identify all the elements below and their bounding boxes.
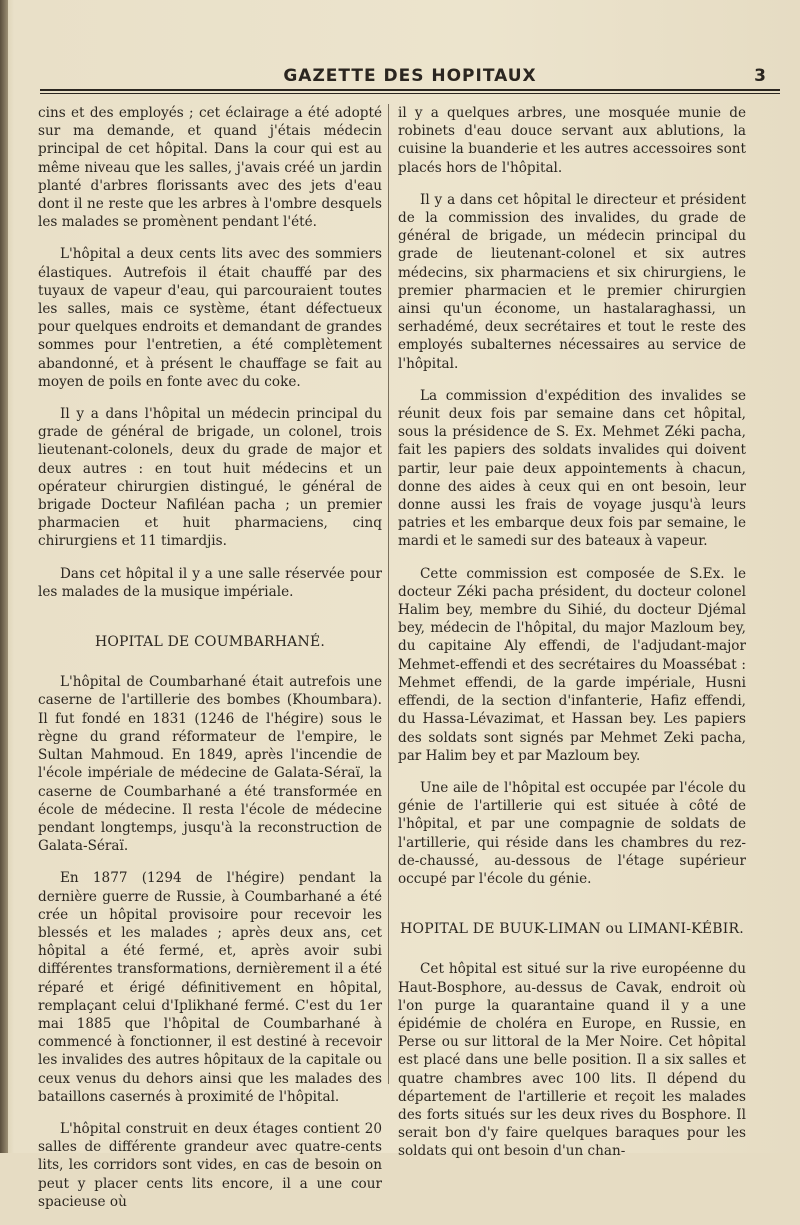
paragraph: Cet hôpital est situé sur la rive européenne du Haut-Bosphore, au-dessus de Cavak, endroit où l'on purge la quarantaine quand il y a une épidémie de choléra en Europe, en Russie, en Perse ou sur littoral de la Mer Noire. Cet hôpital est placé dans une belle position. Il a six salles et quatre chambres avec 100 lits. Il dépend du département de l'artillerie et reçoit les malades des forts situés sur les deux rives du Bosphore. Il serait bon d'y faire quelques baraques pour les soldats qui ont besoin d'un chan- (398, 961, 746, 1160)
paragraph: Dans cet hôpital il y a une salle réservée pour les malades de la musique impériale. (38, 565, 382, 600)
section-heading: HOPITAL DE COUMBARHANÉ. (94, 634, 326, 651)
page-header (40, 64, 780, 94)
paragraph: En 1877 (1294 de l'hégire) pendant la dernière guerre de Russie, à Coumbarhané a été crée un hôpital provisoire pour recevoir les blessés et les malades ; après deux ans, cet hôpital a été fermé, et, après avoir subi différentes transformations, dernièrement il a été réparé et érigé définitivement en hôpital, remplaçant celui d'Iplikhané fermé. C'est du 1er mai 1885 que l'hôpital de Coumbarhané à commencé à fonctionner, il est destiné à recevoir les invalides des autres hôpitaux de la capitale ou ceux venus du dehors ainsi que les malades des bataillons casernés à proximité de l'hôpital. (38, 870, 382, 1105)
paragraph: il y a quelques arbres, une mosquée munie de robinets d'eau douce servant aux ablutions, la cuisine la buanderie et les autres accessoires sont placés hors de l'hôpital. (398, 105, 746, 176)
paragraph: cins et des employés ; cet éclairage a été adopté sur ma demande, et quand j'étais médecin principal de cet hôpital. Dans la cour qui est au même niveau que les salles, j'avais créé un jardin planté d'arbres florissants avec des jets d'eau dont il ne reste que les arbres à l'ombre desquels les malades se promènent pendant l'été. (38, 105, 382, 231)
page-number: 3 (754, 66, 766, 86)
paragraph: Il y a dans l'hôpital un médecin principal du grade de général de brigade, un colonel, trois lieutenant-colonels, deux du grade de major et deux autres : en tout huit médecins et un opérateur chirurgien distingué, le général de brigade Docteur Nafiléan pacha ; un premier pharmacien et huit pharmaciens, cinq chirurgiens et 11 timardjis. (38, 406, 382, 550)
page-binding-edge (0, 0, 8, 1153)
header-rule-thin (40, 93, 780, 94)
paragraph: Une aile de l'hôpital est occupée par l'école du génie de l'artillerie qui est située à côté de l'hôpital, et par une compagnie de soldats de l'artillerie, qui réside dans les chambres du rez-de-chaussé, au-dessous de l'étage supérieur occupé par l'école du génie. (398, 779, 746, 887)
paragraph: L'hôpital a deux cents lits avec des sommiers élastiques. Autrefois il était chauffé par des tuyaux de vapeur d'eau, qui parcouraient toutes les salles, mais ce système, étant défectueux pour quelques endroits et demandant de grandes sommes pour l'entretien, a été complètement abandonné, et à présent le chauffage se fait au moyen de poils en fonte avec du coke. (38, 246, 382, 390)
running-title: GAZETTE DES HOPITAUX (283, 66, 537, 86)
paragraph: L'hôpital de Coumbarhané était autrefois une caserne de l'artillerie des bombes (Khoumbara). Il fut fondé en 1831 (1246 de l'hégire) sous le règne du grand réformateur de l'empire, le Sultan Mahmoud. En 1849, après l'incendie de l'école impériale de médecine de Galata-Séraï, la caserne de Coumbarhané a été transformée en école de médecine. Il resta l'école de médecine pendant longtemps, jusqu'à la reconstruction de Galata-Séraï. (38, 674, 382, 855)
paragraph: Il y a dans cet hôpital le directeur et président de la commission des invalides, du grade de général de brigade, un médecin principal du grade de lieutenant-colonel et six autres médecins, six pharmaciens et six chirurgiens, le premier pharmacien et le premier chirurgien ainsi qu'un économe, un hastalaraghassi, un serhadémé, deux secrétaires et tout le reste des employés subalternes nécessaires au service de l'hôpital. (398, 191, 746, 372)
paragraph: L'hôpital construit en deux étages contient 20 salles de différente grandeur avec quatre-cents lits, les corridors sont vides, en cas de besoin on peut y placer cents lits encore, il a une cour spacieuse où (38, 1120, 382, 1210)
header-rule-thick (40, 89, 780, 91)
paragraph: La commission d'expédition des invalides se réunit deux fois par semaine dans cet hôpital, sous la présidence de S. Ex. Mehmet Zéki pacha, fait les papiers des soldats invalides qui doivent partir, leur paie deux appointements à chacun, donne des aides à ceux qui en ont besoin, leur donne aussi les frais de voyage jusqu'à leurs patries et les embarque deux fois par semaine, le mardi et le samedi sur des bateaux à vapeur. (398, 387, 746, 550)
section-heading: HOPITAL DE BUUK-LIMAN ou LIMANI-KÉBIR. (400, 921, 744, 938)
left-column (38, 104, 382, 1225)
paragraph: Cette commission est composée de S.Ex. le docteur Zéki pacha président, du docteur colonel Halim bey, membre du Sihié, du docteur Djémal bey, médecin de l'hôpital, du major Mazloum bey, du capitaine Aly effendi, de l'adjudant-major Mehmet-effendi et des secrétaires du Moassébat : Mehmet effendi, de la garde impériale, Husni effendi, de la section d'infanterie, Hafiz effendi, du Hassa-Lévazimat, et Hassan bey. Les papiers des soldats sont signés par Mehmet Zeki pacha, par Halim bey et par Mazloum bey. (398, 565, 746, 764)
right-column (398, 104, 746, 1175)
column-divider (388, 104, 389, 1084)
